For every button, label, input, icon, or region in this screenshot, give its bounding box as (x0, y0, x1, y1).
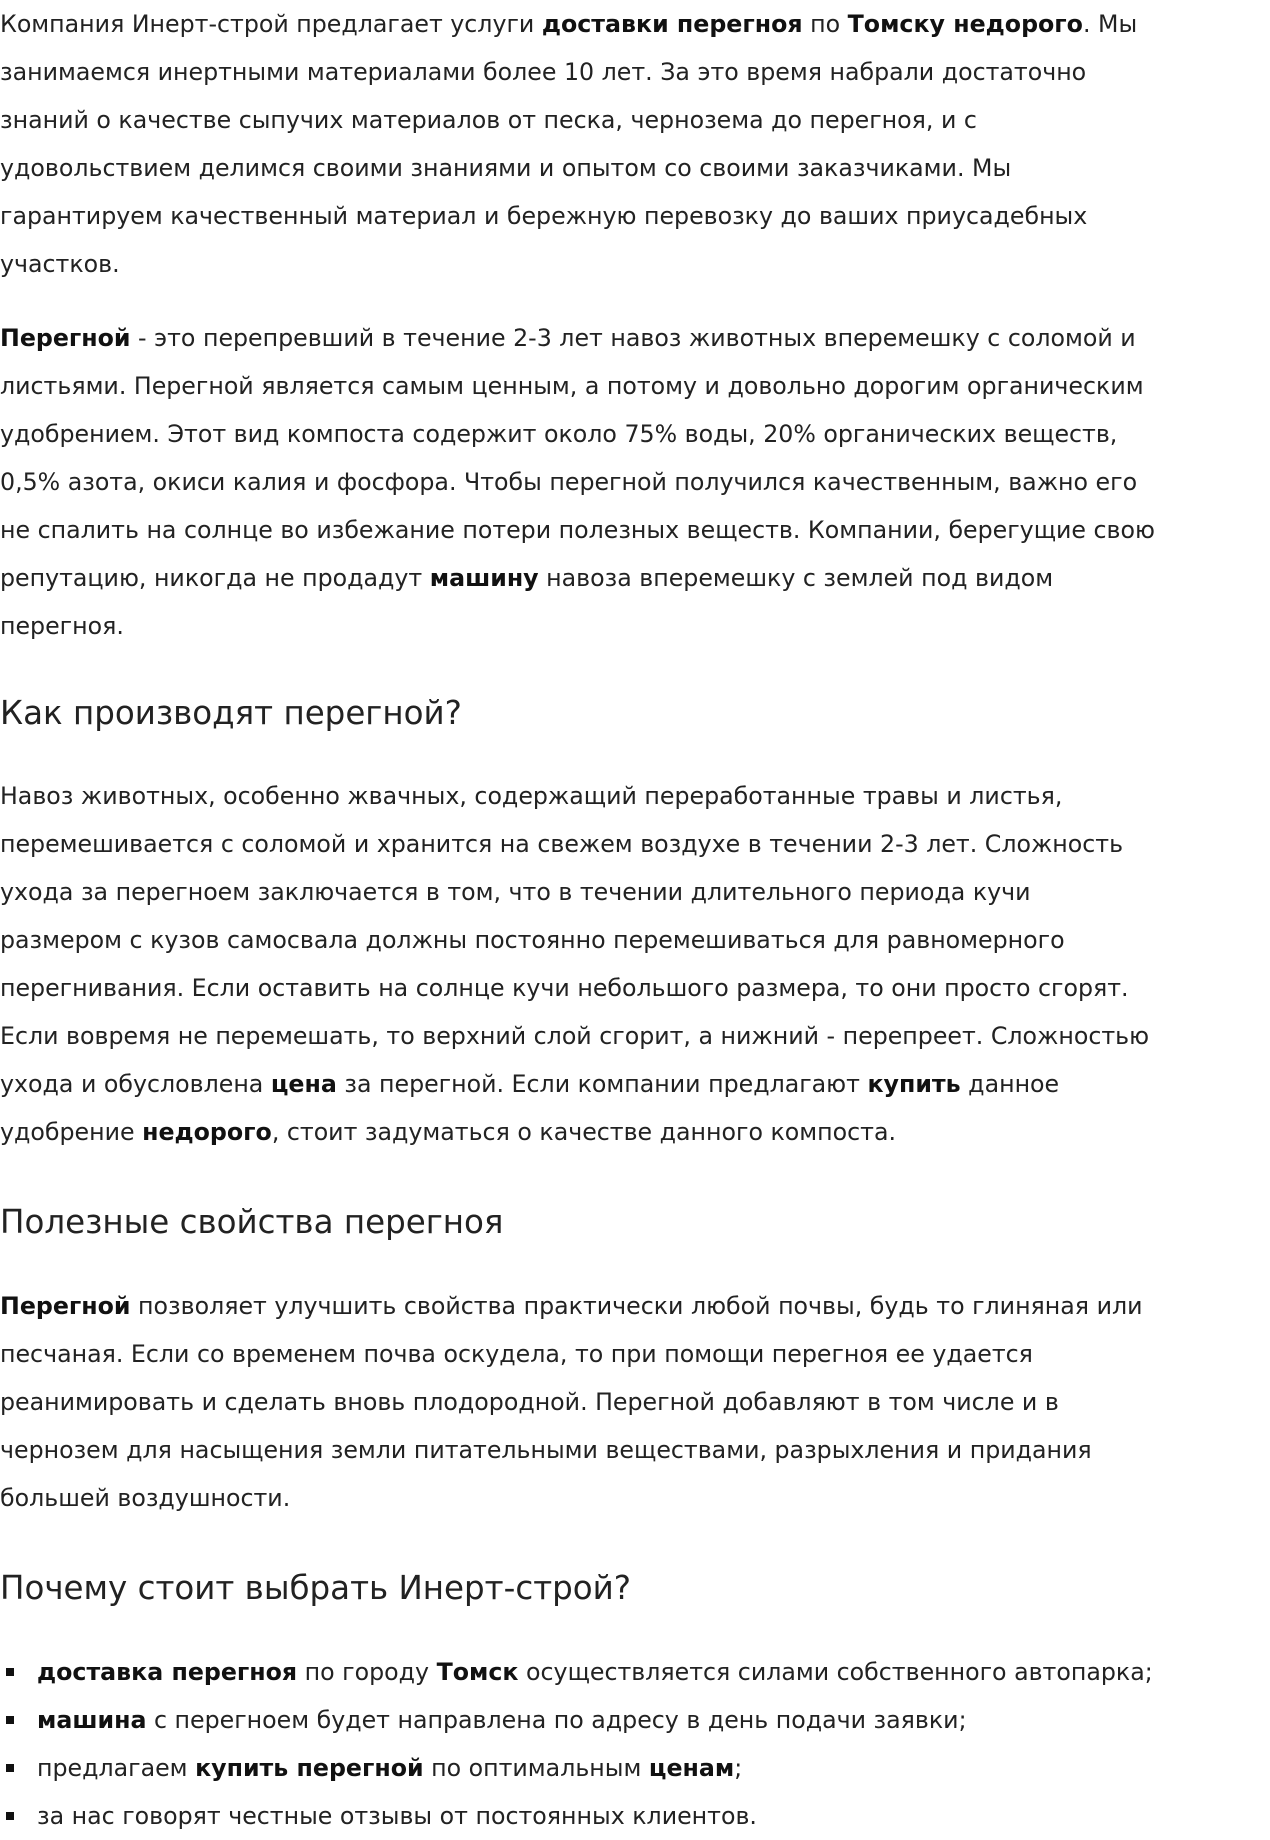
production-bold-buy: купить (867, 1070, 961, 1098)
why-list (0, 1648, 1153, 1840)
production-paragraph (0, 772, 1149, 1156)
definition-paragraph (0, 314, 1155, 650)
properties-line-5: большей воздушности. (0, 1484, 291, 1512)
production-line-7 (0, 1060, 1149, 1108)
production-line-5: перегнивания. Если оставить на солнце кучи небольшого размера, то они просто сгорят. (0, 974, 1129, 1002)
production-line-3: ухода за перегноем заключается в том, что в течении длительного периода кучи (0, 878, 1031, 906)
production-line-6: Если вовремя не перемешать, то верхний слой сгорит, а нижний - перепреет. Сложностью (0, 1022, 1150, 1050)
list-text: за нас говорят честные отзывы от постоянных клиентов. (37, 1802, 757, 1830)
intro-paragraph (0, 0, 1137, 288)
square-bullet-icon (6, 1668, 14, 1676)
intro-line-1 (0, 0, 1137, 48)
list-text: по городу (297, 1658, 437, 1686)
list-bold: ценам (648, 1754, 735, 1782)
production-text: за перегной. Если компании предлагают (336, 1070, 868, 1098)
production-bold-cheap: недорого (142, 1118, 272, 1146)
properties-line-4: чернозем для насыщения земли питательными веществами, разрыхления и придания (0, 1436, 1092, 1464)
definition-text: репутацию, никогда не продадут (0, 564, 430, 592)
list-item (0, 1696, 1153, 1744)
list-bold: машина (37, 1706, 147, 1734)
definition-text: навоза вперемешку с землей под видом (538, 564, 1054, 592)
intro-line-6: участков. (0, 250, 120, 278)
list-item (0, 1648, 1153, 1696)
square-bullet-icon (6, 1812, 14, 1820)
list-text: по оптимальным (423, 1754, 649, 1782)
intro-line-3: знаний о качестве сыпучих материалов от песка, чернозема до перегноя, и с (0, 106, 977, 134)
definition-bold-truck: машину (429, 564, 539, 592)
list-item (0, 1792, 1153, 1840)
list-bold: доставка перегноя (37, 1658, 298, 1686)
production-text: удобрение (0, 1118, 143, 1146)
definition-line-2: листьями. Перегной является самым ценным, а потому и довольно дорогим органическим (0, 372, 1144, 400)
square-bullet-icon (6, 1764, 14, 1772)
why-heading: Почему стоит выбрать Инерт-строй? (0, 1569, 632, 1607)
intro-bold-delivery: доставки перегноя (541, 10, 803, 38)
definition-line-4: 0,5% азота, окиси калия и фосфора. Чтобы перегной получился качественным, важно его (0, 468, 1138, 496)
intro-line-2: занимаемся инертными материалами более 10 лет. За это время набрали достаточно (0, 58, 1087, 86)
properties-line-1 (0, 1282, 1143, 1330)
properties-text: позволяет улучшить свойства практически любой почвы, будь то глиняная или (130, 1292, 1143, 1320)
properties-line-3: реанимировать и сделать вновь плодородной. Перегной добавляют в том числе и в (0, 1388, 1059, 1416)
production-heading: Как производят перегной? (0, 694, 462, 732)
square-bullet-icon (6, 1716, 14, 1724)
production-text: , стоит задуматься о качестве данного компоста. (271, 1118, 897, 1146)
properties-heading: Полезные свойства перегноя (0, 1203, 504, 1241)
definition-line-6 (0, 554, 1155, 602)
production-text: ухода и обусловлена (0, 1070, 271, 1098)
definition-text: - это перепревший в течение 2-3 лет навоз животных вперемешку с соломой и (130, 324, 1136, 352)
definition-line-1 (0, 314, 1155, 362)
list-bold: купить перегной (195, 1754, 424, 1782)
intro-text: . Мы (1082, 10, 1138, 38)
intro-line-5: гарантируем качественный материал и бережную перевозку до ваших приусадебных (0, 202, 1088, 230)
definition-line-3: удобрением. Этот вид компоста содержит около 75% воды, 20% органических веществ, (0, 420, 1118, 448)
intro-text: по (802, 10, 848, 38)
list-text: ; (734, 1754, 743, 1782)
list-text: осуществляется силами собственного автопарка; (518, 1658, 1153, 1686)
intro-bold-tomsk: Томску недорого (847, 10, 1083, 38)
properties-paragraph (0, 1282, 1143, 1522)
definition-line-5: не спалить на солнце во избежание потери полезных веществ. Компании, берегущие свою (0, 516, 1155, 544)
production-bold-price: цена (270, 1070, 337, 1098)
list-text: предлагаем (37, 1754, 196, 1782)
definition-line-7: перегноя. (0, 612, 124, 640)
production-line-2: перемешивается с соломой и хранится на свежем воздухе в течении 2-3 лет. Сложность (0, 830, 1124, 858)
production-line-8 (0, 1108, 1149, 1156)
production-line-1: Навоз животных, особенно жвачных, содержащий переработанные травы и листья, (0, 782, 1063, 810)
definition-bold-term: Перегной (0, 324, 131, 352)
production-line-4: размером с кузов самосвала должны постоянно перемешиваться для равномерного (0, 926, 1065, 954)
intro-text: Компания Инерт-строй предлагает услуги (0, 10, 542, 38)
properties-line-2: песчаная. Если со временем почва оскудела, то при помощи перегноя ее удается (0, 1340, 1033, 1368)
production-text: данное (960, 1070, 1060, 1098)
list-bold: Томск (436, 1658, 519, 1686)
list-item (0, 1744, 1153, 1792)
list-text: с перегноем будет направлена по адресу в день подачи заявки; (146, 1706, 967, 1734)
properties-bold-term: Перегной (0, 1292, 131, 1320)
intro-line-4: удовольствием делимся своими знаниями и опытом со своими заказчиками. Мы (0, 154, 1012, 182)
